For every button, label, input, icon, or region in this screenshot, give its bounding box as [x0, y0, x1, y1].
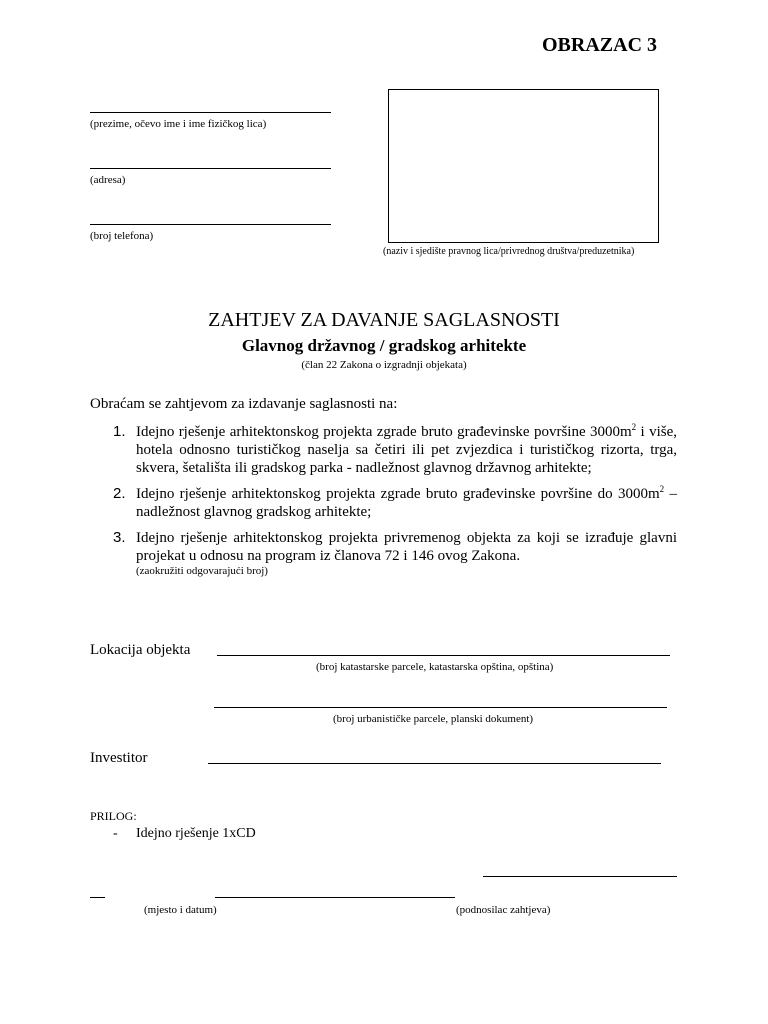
company-box[interactable] [388, 89, 659, 243]
company-box-label: (naziv i sjedište pravnog lica/privrednog društva/preduzetnika) [383, 246, 635, 257]
date-stub-line[interactable] [90, 897, 105, 898]
intro-text: Obraćam se zahtjevom za izdavanje saglasnosti na: [90, 396, 398, 412]
option-superscript: 2 [631, 422, 637, 432]
address-line[interactable] [90, 168, 331, 169]
legal-basis: (član 22 Zakona o izgradnji objekata) [301, 359, 467, 371]
option-number[interactable]: 3. [113, 529, 126, 546]
attachment-item: Idejno rješenje 1xCD [136, 826, 256, 841]
option-text-part: Idejno rješenje arhitektonskog projekta zgrade bruto građevinske površine do 3000m [136, 486, 660, 502]
applicant-name-line[interactable] [90, 112, 331, 113]
investor-label: Investitor [90, 750, 148, 766]
option-text-part: Idejno rješenje arhitektonskog projekta zgrade bruto građevinske površine 3000m [136, 424, 632, 440]
location-urban-line[interactable] [214, 707, 667, 708]
phone-line[interactable] [90, 224, 331, 225]
location-cadastral-line[interactable] [217, 655, 670, 656]
applicant-signature-label: (podnosilac zahtjeva) [456, 904, 551, 916]
option-text-part: i više, hotela odnosno turističkog naselja sa četiri ili pet zvjezdica i turističkog rizorta, trga, skvera, šetališta ili gradskog parka - nadležnost glavnog državnog arhitekte; [136, 424, 677, 476]
applicant-name-label: (prezime, očevo ime i ime fizičkog lica) [90, 118, 267, 130]
circle-note: (zaokružiti odgovarajući broj) [136, 565, 268, 577]
location-urban-hint: (broj urbanističke parcele, planski dokument) [333, 713, 534, 725]
option-text-part: – nadležnost glavnog gradskog arhitekte; [136, 486, 678, 520]
option-text [136, 529, 677, 565]
location-label: Lokacija objekta [90, 642, 191, 658]
phone-label: (broj telefona) [90, 230, 154, 242]
applicant-signature-line[interactable] [483, 876, 677, 877]
option-text [136, 423, 677, 477]
option-number[interactable]: 2. [113, 485, 126, 502]
page-subtitle: Glavnog državnog / gradskog arhitekte [241, 336, 527, 355]
option-number[interactable]: 1. [113, 423, 126, 440]
location-cadastral-hint: (broj katastarske parcele, katastarska opština, opština) [316, 661, 554, 673]
investor-line[interactable] [208, 763, 661, 764]
address-label: (adresa) [90, 174, 126, 186]
option-superscript: 2 [659, 484, 665, 494]
option-text-part: Idejno rješenje arhitektonskog projekta privremenog objekta za koji se izrađuje glavni projekat u odnosu na program iz članova 72 i 146 ovog Zakona. [136, 530, 677, 564]
option-text [136, 485, 677, 521]
form-number: OBRAZAC 3 [542, 34, 658, 56]
page-title: ZAHTJEV ZA DAVANJE SAGLASNOSTI [208, 309, 560, 331]
attachment-heading: PRILOG: [90, 809, 137, 823]
place-date-line[interactable] [215, 897, 455, 898]
attachment-bullet: - [113, 826, 118, 841]
place-date-label: (mjesto i datum) [144, 904, 217, 916]
